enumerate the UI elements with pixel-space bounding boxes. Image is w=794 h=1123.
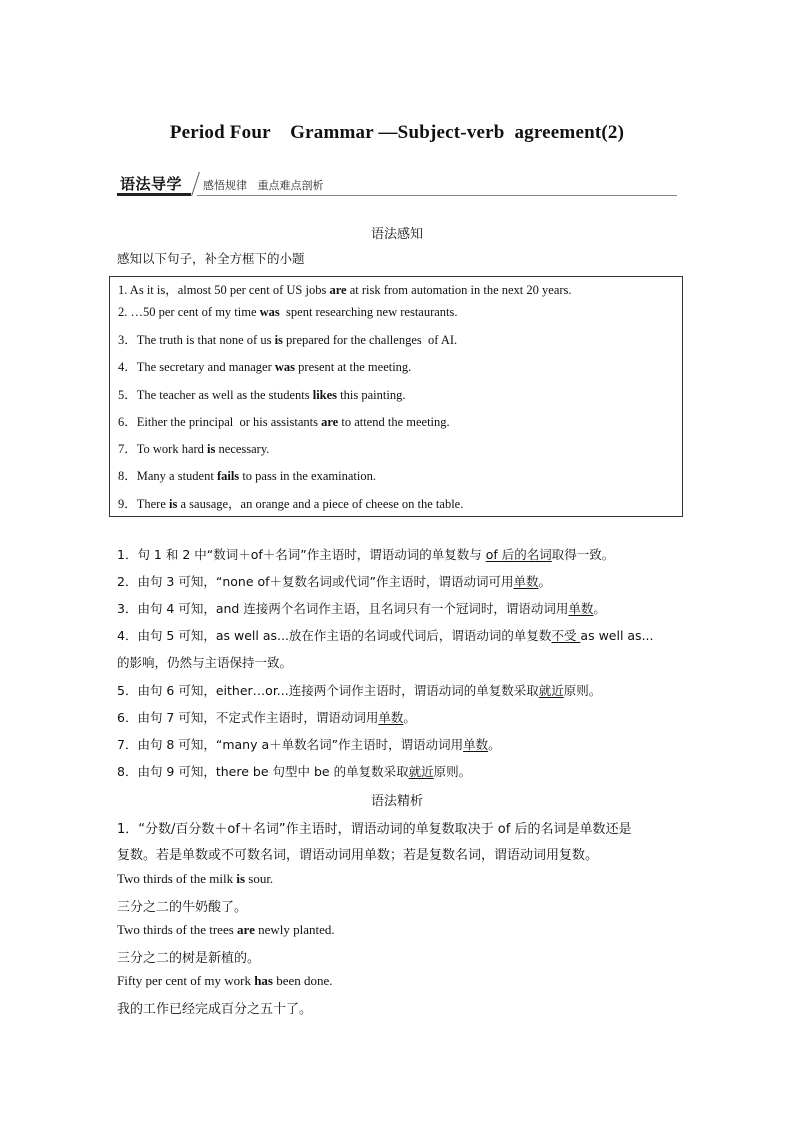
example-chinese: 三分之二的树是新植的。 [117, 951, 261, 966]
section-heading-analysis: 语法精析 [370, 794, 423, 809]
guide-label: 语法导学 [120, 175, 183, 193]
rule-line: 4．由句 5 可知，as well as...放在作主语的名词或代词后，谓语动词的单复数不受 as well as... [117, 628, 654, 643]
grammar-guide-banner [117, 172, 677, 198]
example-sentences-box [109, 276, 683, 517]
rule-line: 的影响，仍然与主语保持一致。 [117, 655, 293, 670]
example-sentence: 8．Many a student fails to pass in the examination. [118, 469, 376, 483]
rule-line: 2．由句 3 可知，“none of＋复数名词或代词”作主语时，谓语动词可用单数。 [117, 574, 552, 589]
instruction-text: 感知以下句子，补全方框下的小题 [117, 251, 305, 266]
example-sentence: 4．The secretary and manager was present at the meeting. [118, 360, 412, 374]
guide-divider [191, 172, 200, 196]
example-chinese: 我的工作已经完成百分之五十了。 [117, 1002, 313, 1017]
example-sentence: 9．There is a sausage，an orange and a piece of cheese on the table. [118, 497, 464, 511]
rule-line: 1．句 1 和 2 中“数词＋of＋名词”作主语时，谓语动词的单复数与 of 后的名词取得一致。 [117, 547, 615, 562]
rule-line: 7．由句 8 可知，“many a＋单数名词”作主语时，谓语动词用单数。 [117, 737, 501, 752]
example-sentence: 6．Either the principal or his assistants are to attend the meeting. [118, 415, 450, 429]
analysis-paragraph-line: 1．“分数/百分数＋of＋名词”作主语时，谓语动词的单复数取决于 of 后的名词是单数还是 [117, 822, 632, 837]
guide-subtitle: 感悟规律 重点难点剖析 [203, 179, 324, 192]
example-sentence: 3．The truth is that none of us is prepared for the challenges of AI. [118, 333, 458, 347]
page-title: Period Four Grammar —Subject-verb agreement(2) [169, 122, 625, 143]
guide-label-underline [117, 193, 191, 196]
example-english: Two thirds of the milk is sour. [117, 871, 274, 886]
analysis-paragraph-line: 复数。若是单数或不可数名词，谓语动词用单数；若是复数名词，谓语动词用复数。 [117, 848, 599, 863]
section-heading-perception: 语法感知 [370, 227, 423, 242]
guide-rule-line [197, 195, 677, 196]
rule-line: 6．由句 7 可知，不定式作主语时，谓语动词用单数。 [117, 710, 416, 725]
example-english: Fifty per cent of my work has been done. [117, 973, 333, 988]
example-sentence: 5．The teacher as well as the students likes this painting. [118, 388, 406, 402]
rule-line: 5．由句 6 可知，either…or...连接两个词作主语时，谓语动词的单复数采取就近原则。 [117, 683, 602, 698]
example-english: Two thirds of the trees are newly planted. [117, 922, 335, 937]
example-sentence: 7．To work hard is necessary. [118, 442, 270, 456]
rule-line: 8．由句 9 可知，there be 句型中 be 的单复数采取就近原则。 [117, 764, 472, 779]
example-chinese: 三分之二的牛奶酸了。 [117, 900, 248, 915]
example-sentence: 1. As it is，almost 50 per cent of US jobs are at risk from automation in the next 20 years. [118, 283, 572, 297]
rule-line: 3．由句 4 可知，and 连接两个名词作主语，且名词只有一个冠词时，谓语动词用单数。 [117, 601, 606, 616]
example-sentence: 2. …50 per cent of my time was spent researching new restaurants. [118, 305, 458, 319]
